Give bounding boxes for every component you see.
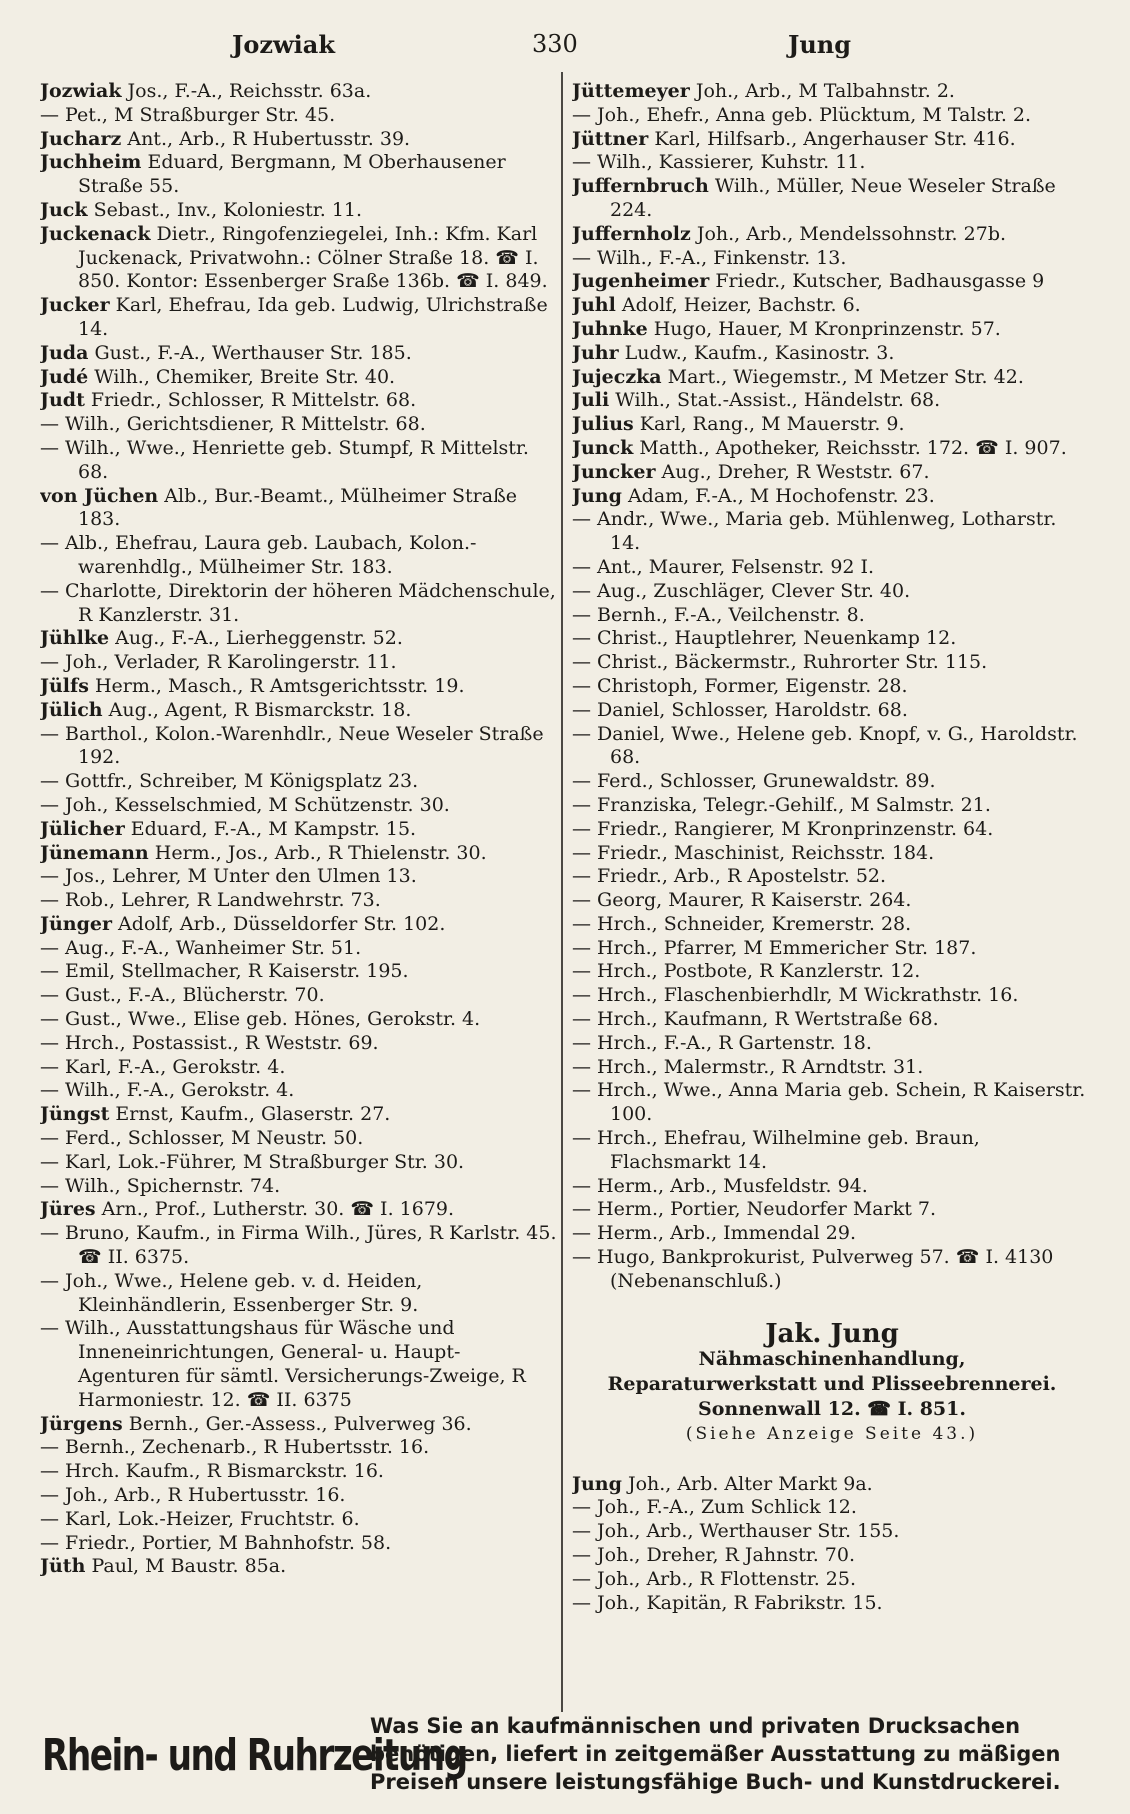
directory-entry: [40, 794, 560, 818]
entry-details: — Wilh., F.-A., Finkenstr. 13.: [572, 246, 847, 269]
entry-details: — Hrch., Kaufmann, R Wertstraße 68.: [572, 1008, 939, 1031]
directory-entry: [40, 913, 560, 937]
directory-entry: [40, 1198, 560, 1222]
entry-details: — Rob., Lehrer, R Landwehrstr. 73.: [40, 889, 381, 912]
directory-entry: [40, 1270, 560, 1318]
directory-entry: [40, 1175, 560, 1199]
entry-details: Aug., Agent, R Bismarckstr. 18.: [102, 698, 412, 721]
entry-surname: Jüngst: [40, 1103, 110, 1126]
directory-entry: [40, 1484, 560, 1508]
directory-entry: [40, 80, 560, 104]
directory-entry: [40, 937, 560, 961]
entry-surname: Jüttemeyer: [572, 80, 690, 102]
footer-line-3: Preisen unsere leistungsfähige Buch- und Kunstdruckerei.: [370, 1770, 1061, 1794]
entry-details: — Hrch., Postbote, R Kanzlerstr. 12.: [572, 960, 921, 983]
directory-entry: [572, 675, 1092, 699]
directory-entry: [40, 675, 560, 699]
directory-entry: [40, 1056, 560, 1080]
entry-surname: Juda: [40, 341, 89, 364]
directory-entry: [572, 1246, 1092, 1294]
entry-details: Hugo, Hauer, M Kronprinzenstr. 57.: [647, 317, 1001, 340]
entry-surname: Jünger: [40, 912, 113, 935]
directory-entry: [40, 1317, 560, 1412]
entry-details: Matth., Apotheker, Reichsstr. 172. ☎ I. 907.: [633, 436, 1067, 459]
entry-details: — Hrch. Kaufm., R Bismarckstr. 16.: [40, 1460, 384, 1483]
directory-entry: [572, 865, 1092, 889]
directory-entry: [40, 223, 560, 294]
entry-details: Aug., Dreher, R Weststr. 67.: [655, 460, 930, 483]
entry-surname: Juhr: [572, 341, 619, 364]
entry-details: Adolf, Heizer, Bachstr. 6.: [615, 294, 861, 317]
entry-details: — Friedr., Arb., R Apostelstr. 52.: [572, 865, 887, 888]
directory-entry: [40, 1151, 560, 1175]
entry-details: — Herm., Arb., Musfeldstr. 94.: [572, 1174, 868, 1197]
entry-details: — Hrch., Flaschenbierhdlr, M Wickrathstr. 16.: [572, 984, 1019, 1007]
left-column: [40, 80, 560, 1685]
directory-entry: [40, 1079, 560, 1103]
entry-details: Herm., Jos., Arb., R Thielenstr. 30.: [148, 841, 487, 864]
directory-entry: [40, 342, 560, 366]
ad-reference: (Siehe Anzeige Seite 43.): [685, 1423, 979, 1444]
entry-surname: Juhl: [572, 294, 616, 317]
entry-details: — Wilh., Spichernstr. 74.: [40, 1174, 281, 1197]
entry-surname: Jung: [572, 484, 622, 507]
entry-details: — Wilh., Wwe., Henriette geb. Stumpf, R Mittelstr. 68.: [40, 436, 529, 483]
entry-details: Eduard, F.-A., M Kampstr. 15.: [124, 817, 417, 840]
entry-details: Mart., Wiegemstr., M Metzer Str. 42.: [661, 365, 1024, 388]
entry-details: — Bernh., F.-A., Veilchenstr. 8.: [572, 603, 865, 626]
entry-details: — Karl, Lok.-Heizer, Fruchtstr. 6.: [40, 1507, 360, 1530]
entry-details: — Hrch., Schneider, Kremerstr. 28.: [572, 912, 912, 935]
directory-entry: [572, 1520, 1092, 1544]
footer-line-1: Was Sie an kaufmännischen und privaten Drucksachen: [370, 1714, 1021, 1738]
entry-surname: Juffernholz: [572, 222, 691, 245]
entry-details: — Christoph, Former, Eigenstr. 28.: [572, 674, 908, 697]
entry-details: Ernst, Kaufm., Glaserstr. 27.: [109, 1103, 391, 1126]
right-column: [572, 80, 1092, 1685]
entry-details: Karl, Hilfsarb., Angerhauser Str. 416.: [648, 127, 1016, 150]
directory-entry: [572, 461, 1092, 485]
entry-details: — Bruno, Kaufm., in Firma Wilh., Jüres, R Karlstr. 45. ☎ II. 6375.: [40, 1222, 557, 1269]
directory-entry: [40, 1127, 560, 1151]
entry-surname: Judé: [40, 365, 89, 388]
directory-entry: [40, 1032, 560, 1056]
entry-details: — Georg, Maurer, R Kaiserstr. 264.: [572, 889, 912, 912]
directory-entry: [40, 437, 560, 485]
entry-details: Adam, F.-A., M Hochofenstr. 23.: [621, 484, 935, 507]
directory-entry: [572, 889, 1092, 913]
directory-entry: [40, 1222, 560, 1270]
entry-surname: Jühlke: [40, 627, 110, 650]
directory-entry: [572, 913, 1092, 937]
entry-details: — Wilh., F.-A., Gerokstr. 4.: [40, 1079, 295, 1102]
directory-entry: [40, 1413, 560, 1437]
directory-entry: [572, 80, 1092, 104]
entry-details: — Pet., M Straßburger Str. 45.: [40, 103, 336, 126]
directory-entry: [40, 818, 560, 842]
directory-entry: [572, 437, 1092, 461]
entry-details: — Joh., Kesselschmied, M Schützenstr. 30.: [40, 793, 450, 816]
directory-entry: [40, 842, 560, 866]
directory-entry: [40, 723, 560, 771]
ad-line-2: Reparaturwerkstatt und Plisseebrennerei.: [607, 1372, 1057, 1395]
entry-details: — Joh., Arb., R Flottenstr. 25.: [572, 1567, 857, 1590]
directory-entry: [572, 651, 1092, 675]
entry-surname: Julius: [572, 413, 634, 436]
entry-details: — Ant., Maurer, Felsenstr. 92 I.: [572, 555, 875, 578]
entry-surname: Junck: [572, 436, 634, 459]
entry-details: — Ferd., Schlosser, M Neustr. 50.: [40, 1127, 364, 1150]
directory-entry: [572, 318, 1092, 342]
entry-details: — Joh., Arb., R Hubertusstr. 16.: [40, 1484, 346, 1507]
entry-details: — Hrch., Malermstr., R Arndtstr. 31.: [572, 1055, 924, 1078]
directory-entry: [572, 723, 1092, 771]
directory-entry: [572, 1175, 1092, 1199]
entry-surname: Jucharz: [40, 127, 122, 150]
entry-details: Joh., Arb. Alter Markt 9a.: [621, 1472, 873, 1495]
directory-entry: [572, 770, 1092, 794]
entry-details: — Wilh., Gerichtsdiener, R Mittelstr. 68.: [40, 413, 426, 436]
entry-details: Arn., Prof., Lutherstr. 30. ☎ I. 1679.: [95, 1198, 455, 1221]
entry-surname: Jung: [572, 1472, 622, 1495]
directory-entry: [40, 199, 560, 223]
entry-details: — Ferd., Schlosser, Grunewaldstr. 89.: [572, 770, 936, 793]
entry-details: — Joh., Dreher, R Jahnstr. 70.: [572, 1544, 856, 1567]
entry-details: Ant., Arb., R Hubertusstr. 39.: [121, 127, 411, 150]
entry-details: — Karl, Lok.-Führer, M Straßburger Str. 30.: [40, 1150, 465, 1173]
directory-entry: [40, 485, 560, 533]
entry-surname: Jugenheimer: [572, 270, 710, 293]
entry-details: Alb., Bur.-Beamt., Mülheimer Straße 183.: [78, 484, 518, 531]
entry-details: — Jos., Lehrer, M Unter den Ulmen 13.: [40, 865, 417, 888]
directory-entry: [40, 1103, 560, 1127]
directory-entry: [572, 699, 1092, 723]
directory-entry: [40, 1436, 560, 1460]
directory-entry: [572, 818, 1092, 842]
directory-entry: [572, 104, 1092, 128]
directory-entry: [572, 937, 1092, 961]
entry-details: Aug., F.-A., Lierheggenstr. 52.: [109, 627, 403, 650]
directory-entry: [572, 1056, 1092, 1080]
entry-surname: Juncker: [572, 460, 656, 483]
entry-details: — Aug., Zuschläger, Clever Str. 40.: [572, 579, 911, 602]
directory-entry: [40, 699, 560, 723]
entry-details: Friedr., Schlosser, R Mittelstr. 68.: [84, 389, 417, 412]
directory-entry: [40, 770, 560, 794]
entry-surname: von Jüchen: [40, 484, 159, 507]
entry-surname: Jülich: [40, 698, 103, 721]
entry-details: Karl, Rang., M Mauerstr. 9.: [633, 413, 905, 436]
entry-details: — Joh., Verlader, R Karolingerstr. 11.: [40, 651, 397, 674]
directory-entry: [572, 842, 1092, 866]
directory-entry: [572, 580, 1092, 604]
newspaper-logo: Rhein- und Ruhrzeitung: [42, 1714, 292, 1798]
directory-entry: [572, 175, 1092, 223]
entry-details: — Franziska, Telegr.-Gehilf., M Salmstr. 21.: [572, 793, 991, 816]
entry-details: — Andr., Wwe., Maria geb. Mühlenweg, Lotharstr. 14.: [572, 508, 1057, 555]
footer-line-2: benötigen, liefert in zeitgemäßer Ausstattung zu mäßigen: [370, 1742, 1061, 1766]
entry-details: — Hrch., F.-A., R Gartenstr. 18.: [572, 1031, 872, 1054]
directory-entry: [40, 651, 560, 675]
entry-details: — Emil, Stellmacher, R Kaiserstr. 195.: [40, 960, 409, 983]
directory-entry: [572, 1568, 1092, 1592]
entry-surname: Jüres: [40, 1198, 96, 1221]
directory-entry: [40, 865, 560, 889]
entry-surname: Jüth: [40, 1555, 86, 1578]
directory-entry: [40, 984, 560, 1008]
directory-entry: [40, 580, 560, 628]
entry-surname: Jüttner: [572, 127, 649, 150]
directory-entry: [40, 1555, 560, 1579]
entry-details: — Gust., F.-A., Blücherstr. 70.: [40, 984, 325, 1007]
entry-details: — Hrch., Postassist., R Weststr. 69.: [40, 1031, 379, 1054]
running-head-right: Jung: [788, 30, 852, 59]
directory-entry: [40, 128, 560, 152]
entry-details: — Christ., Hauptlehrer, Neuenkamp 12.: [572, 627, 957, 650]
entry-details: — Barthol., Kolon.-Warenhdlr., Neue Weseler Straße 192.: [40, 722, 544, 769]
directory-entry: [40, 1532, 560, 1556]
entry-surname: Jülfs: [40, 674, 89, 697]
directory-entry: [40, 960, 560, 984]
directory-entry: [572, 1496, 1092, 1520]
entry-details: — Aug., F.-A., Wanheimer Str. 51.: [40, 936, 362, 959]
entry-details: — Joh., Arb., Werthauser Str. 155.: [572, 1520, 900, 1543]
running-head-left: Jozwiak: [232, 30, 335, 59]
directory-entry: [572, 247, 1092, 271]
entry-surname: Juchheim: [40, 151, 142, 174]
entry-details: — Friedr., Maschinist, Reichsstr. 184.: [572, 841, 935, 864]
entry-details: Sebast., Inv., Koloniestr. 11.: [87, 198, 363, 221]
directory-entry: [40, 151, 560, 199]
directory-entry: [40, 532, 560, 580]
directory-entry: [40, 413, 560, 437]
entry-surname: Juhnke: [572, 317, 648, 340]
directory-entry: [572, 151, 1092, 175]
directory-entry: [572, 1544, 1092, 1568]
entry-details: — Charlotte, Direktorin der höheren Mädchenschule, R Kanzlerstr. 31.: [40, 579, 556, 626]
directory-entry: [40, 1460, 560, 1484]
entry-details: — Friedr., Portier, M Bahnhofstr. 58.: [40, 1531, 392, 1554]
entry-details: Adolf, Arb., Düsseldorfer Str. 102.: [112, 912, 446, 935]
entry-details: — Wilh., Ausstattungshaus für Wäsche und Inneneinrichtungen, General- u. Haupt-Agenturen für sämtl. Versicherungs-Zweige, R Harmoniestr. 12. ☎ II. 6375: [40, 1317, 526, 1411]
directory-entry: [572, 604, 1092, 628]
directory-entry: [572, 1198, 1092, 1222]
directory-entry: [40, 627, 560, 651]
entry-details: — Hugo, Bankprokurist, Pulverweg 57. ☎ I. 4130 (Nebenanschluß.): [572, 1246, 1054, 1292]
directory-entry: [572, 366, 1092, 390]
entry-details: — Daniel, Wwe., Helene geb. Knopf, v. G., Haroldstr. 68.: [572, 722, 1078, 769]
directory-entry: [572, 794, 1092, 818]
entry-details: Eduard, Bergmann, M Oberhausener Straße 55.: [78, 151, 506, 198]
directory-entry: [572, 294, 1092, 318]
directory-entry: [572, 984, 1092, 1008]
directory-entry: [572, 627, 1092, 651]
entry-details: — Wilh., Kassierer, Kuhstr. 11.: [572, 151, 866, 174]
ad-line-3: Sonnenwall 12. ☎ I. 851.: [698, 1397, 966, 1420]
entry-details: — Joh., Ehefr., Anna geb. Plücktum, M Talstr. 2.: [572, 103, 1032, 126]
entry-surname: Juck: [40, 198, 88, 221]
directory-entry: [572, 342, 1092, 366]
entry-details: Jos., F.-A., Reichsstr. 63a.: [121, 80, 372, 102]
entry-surname: Juffernbruch: [572, 175, 709, 198]
entry-details: — Hrch., Pfarrer, M Emmericher Str. 187.: [572, 936, 977, 959]
directory-entry: [40, 1508, 560, 1532]
entry-details: — Daniel, Schlosser, Haroldstr. 68.: [572, 698, 908, 721]
directory-entry: [572, 508, 1092, 556]
ad-name: Jak. Jung: [765, 1318, 899, 1349]
column-divider: [561, 72, 563, 1712]
right-column-entries-top: [572, 80, 1092, 1294]
entry-surname: Juckenack: [40, 222, 151, 245]
entry-details: — Bernh., Zechenarb., R Hubertsstr. 16.: [40, 1436, 430, 1459]
directory-entry: [572, 1008, 1092, 1032]
entry-surname: Jürgens: [40, 1412, 123, 1435]
directory-entry: [40, 889, 560, 913]
directory-entry: [40, 366, 560, 390]
entry-surname: Jucker: [40, 294, 110, 317]
directory-entry: [40, 294, 560, 342]
entry-details: Joh., Arb., M Talbahnstr. 2.: [689, 80, 955, 102]
entry-details: — Joh., F.-A., Zum Schlick 12.: [572, 1496, 857, 1519]
entry-surname: Jozwiak: [40, 80, 122, 102]
directory-entry: [572, 1032, 1092, 1056]
directory-entry: [572, 556, 1092, 580]
directory-entry: [40, 104, 560, 128]
directory-entry: [572, 128, 1092, 152]
entry-details: Herm., Masch., R Amtsgerichtsstr. 19.: [88, 674, 465, 697]
entry-surname: Jujeczka: [572, 365, 662, 388]
advertisement-jak-jung: [572, 1318, 1092, 1447]
page-number: 330: [532, 30, 578, 58]
directory-entry: [572, 1222, 1092, 1246]
directory-entry: [572, 413, 1092, 437]
entry-surname: Jülicher: [40, 817, 125, 840]
ad-line-1: Nähmaschinenhandlung,: [698, 1347, 966, 1370]
entry-details: Paul, M Baustr. 85a.: [85, 1555, 287, 1578]
entry-details: — Christ., Bäckermstr., Ruhrorter Str. 115.: [572, 651, 988, 674]
entry-details: Wilh., Müller, Neue Weseler Straße 224.: [610, 175, 1056, 221]
directory-entry: [572, 1127, 1092, 1175]
entry-details: — Karl, F.-A., Gerokstr. 4.: [40, 1055, 286, 1078]
entry-details: Wilh., Stat.-Assist., Händelstr. 68.: [609, 389, 941, 412]
entry-details: — Joh., Wwe., Helene geb. v. d. Heiden, Kleinhändlerin, Essenberger Str. 9.: [40, 1269, 423, 1316]
footer-advertisement: [42, 1710, 1092, 1802]
right-column-entries-bottom: [572, 1473, 1092, 1616]
entry-details: — Herm., Arb., Immendal 29.: [572, 1222, 856, 1245]
entry-details: — Gottfr., Schreiber, M Königsplatz 23.: [40, 770, 419, 793]
entry-details: Friedr., Kutscher, Badhausgasse 9: [709, 270, 1045, 293]
entry-surname: Jünemann: [40, 841, 149, 864]
directory-entry: [572, 960, 1092, 984]
directory-entry: [572, 1079, 1092, 1127]
entry-details: Dietr., Ringofenziegelei, Inh.: Kfm. Karl Juckenack, Privatwohn.: Cölner Straße 18. ☎ I. 850. Kontor: Essenberger Sraße 136b. ☎ I. 849.: [78, 222, 548, 293]
entry-details: Ludw., Kaufm., Kasinostr. 3.: [618, 341, 895, 364]
directory-entry: [572, 1592, 1092, 1616]
entry-details: — Hrch., Ehefrau, Wilhelmine geb. Braun, Flachsmarkt 14.: [572, 1127, 980, 1173]
directory-entry: [572, 270, 1092, 294]
entry-details: — Gust., Wwe., Elise geb. Hönes, Gerokstr. 4.: [40, 1008, 481, 1031]
entry-details: Bernh., Ger.-Assess., Pulverweg 36.: [122, 1412, 472, 1435]
entry-surname: Judt: [40, 389, 85, 412]
footer-ad-text: [370, 1712, 1090, 1796]
entry-details: Joh., Arb., Mendelssohnstr. 27b.: [690, 222, 1007, 245]
entry-details: — Friedr., Rangierer, M Kronprinzenstr. 64.: [572, 817, 994, 840]
directory-entry: [40, 389, 560, 413]
entry-details: Karl, Ehefrau, Ida geb. Ludwig, Ulrichstraße 14.: [78, 294, 548, 340]
entry-details: — Alb., Ehefrau, Laura geb. Laubach, Kolon.-warenhdlg., Mülheimer Str. 183.: [40, 532, 477, 578]
entry-surname: Juli: [572, 389, 610, 412]
entry-details: — Herm., Portier, Neudorfer Markt 7.: [572, 1198, 937, 1221]
entry-details: Wilh., Chemiker, Breite Str. 40.: [88, 365, 396, 388]
entry-details: — Joh., Kapitän, R Fabrikstr. 15.: [572, 1591, 883, 1614]
directory-entry: [572, 1473, 1092, 1497]
directory-entry: [572, 389, 1092, 413]
directory-entry: [40, 1008, 560, 1032]
directory-entry: [572, 485, 1092, 509]
entry-details: — Hrch., Wwe., Anna Maria geb. Schein, R Kaiserstr. 100.: [572, 1079, 1086, 1126]
directory-entry: [572, 223, 1092, 247]
entry-details: Gust., F.-A., Werthauser Str. 185.: [88, 341, 412, 364]
